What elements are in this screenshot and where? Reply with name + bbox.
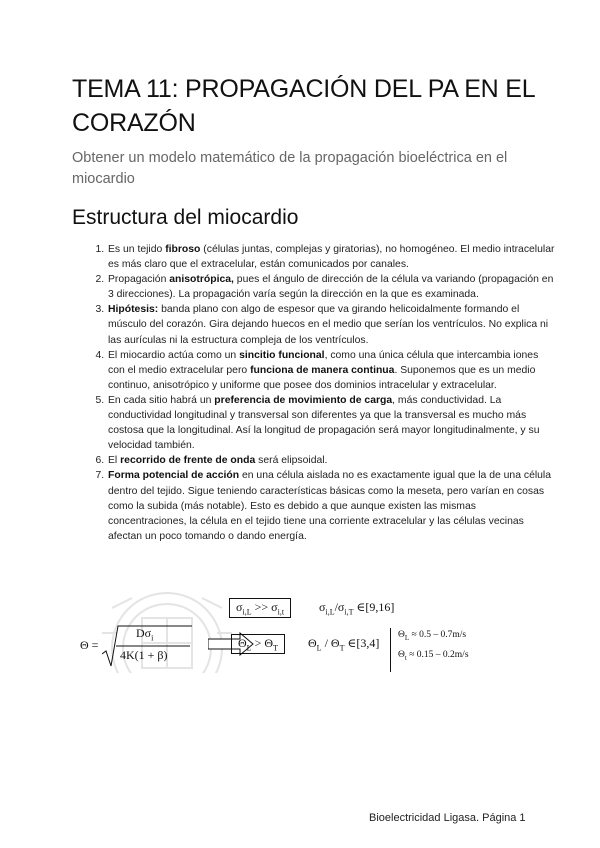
velocity-inequality-box: $\Theta_L > \Theta_T$: [231, 634, 285, 654]
page-footer: Bioelectricidad Ligasa. Página 1: [369, 812, 526, 824]
longitudinal-velocity: $\Theta_L \approx 0.5 - 0.7m/s$: [398, 630, 467, 642]
list-item: 2. Propagación anisotrópica, pues el ángulo de dirección de la célula va variando (propagación en 3 direcciones). La propagación varía según la dirección en la que es examinada.: [107, 272, 555, 302]
list-item: 3. Hipótesis: banda plano con algo de espesor que va girando helicoidalmente formando el músculo del corazón. Gira dejando huecos en el medio que serían los ventrículos. No explica ni las aurículas ni la estructura compleja de los ventrículos.: [107, 302, 555, 347]
list-item: 6. El recorrido de frente de onda será elipsoidal.: [107, 453, 555, 468]
content-list: [86, 242, 555, 544]
page-title: TEMA 11: PROPAGACIÓN DEL PA EN EL CORAZÓN: [72, 75, 535, 137]
list-item: 7. Forma potencial de acción en una célula aislada no es exactamente igual que la de una célula dentro del tejido. Sigue teniendo características básicas como la meseta, pero varían en cosas como la subida (más notable). Esto es debido a que aunque existen las mismas concentraciones, la célula en el tejido tiene una corriente extracelular y las células vecinas afectan un poco tomando o dando energía.: [107, 468, 555, 543]
section-heading: Estructura del miocardio: [72, 206, 299, 229]
page-subtitle: Obtener un modelo matemático de la propagación bioeléctrica en el miocardio: [72, 150, 508, 187]
formula-denominator: 4K(1 + β): [120, 648, 168, 662]
theta-lhs: Θ =: [80, 638, 99, 652]
transversal-velocity: $\Theta_t \approx 0.15 - 0.2m/s$: [398, 650, 469, 662]
formula-numerator: $D\sigma_i$: [136, 626, 154, 643]
formula-figure: [72, 588, 532, 678]
list-item: 4. El miocardio actúa como un sincitio funcional, como una única célula que intercambia iones con el medio extracelular pero funciona de manera continua. Suponemos que es un medio continuo, anisotrópico y uniforme que posee dos dominios intracelular y extracelular.: [107, 348, 555, 393]
velocity-ratio: $\Theta_L / \Theta_T$ ∈[3,4]: [308, 636, 380, 653]
velocity-bracket: [390, 628, 391, 672]
conductivity-ratio: $\sigma_{i,L}/\sigma_{i,T}$ ∈[9,16]: [319, 600, 395, 617]
list-item: 5. En cada sitio habrá un preferencia de movimiento de carga, más conductividad. La conductividad longitudinal y transversal son diferentes ya que la transversal es mucho más costosa que la longitudinal. Así la longitud de propagación será mayor longitudinalmente, y su velocidad también.: [107, 393, 555, 453]
list-item: 1. Es un tejido fibroso (células juntas, complejas y giratorias), no homogéneo. El medio intracelular es más claro que el extracelular, están comunicados por canales.: [107, 242, 555, 272]
conductivity-inequality-box: $\sigma_{i,L} >> \sigma_{i,t}$: [229, 598, 291, 618]
